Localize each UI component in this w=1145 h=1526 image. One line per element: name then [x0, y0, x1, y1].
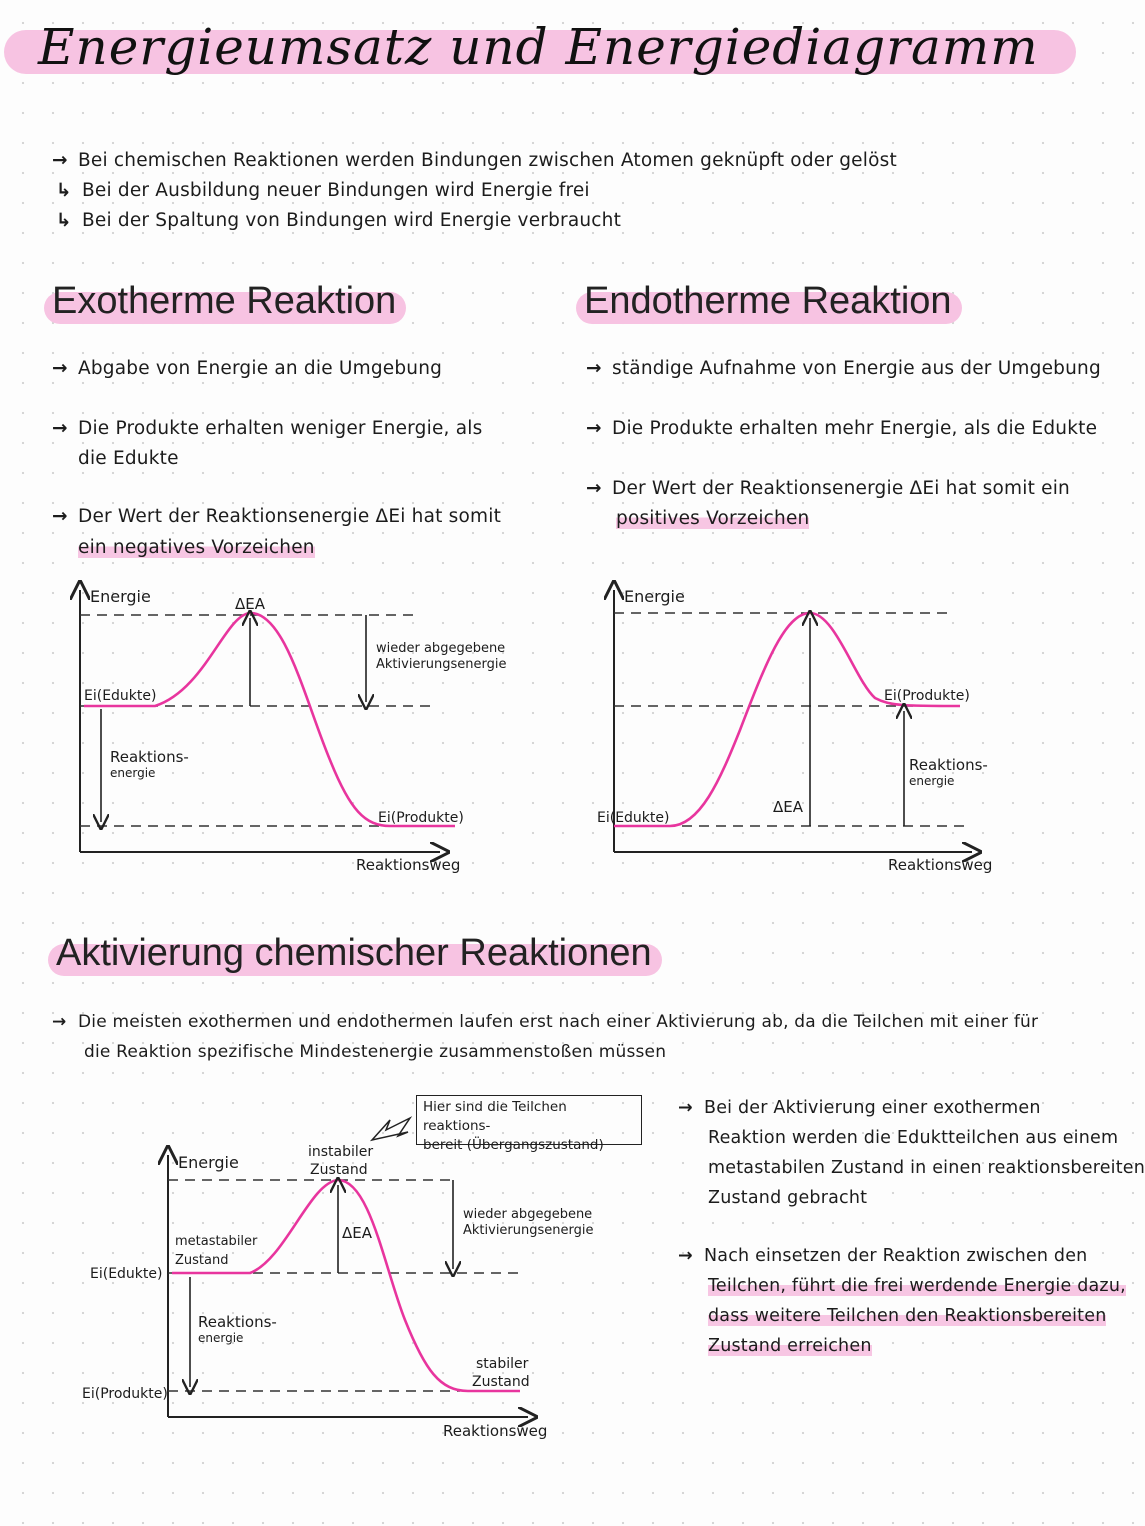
endo-energy-curve	[614, 613, 960, 826]
endo-reaction-energy-2: energie	[909, 774, 955, 788]
intro-line-1: → Bei chemischen Reaktionen werden Bindungen zwischen Atomen geknüpft oder gelöst	[52, 150, 897, 171]
act-y-label: Energie	[178, 1153, 239, 1172]
endo-point-3b: positives Vorzeichen	[616, 508, 810, 529]
act-stable-1: stabiler	[476, 1356, 529, 1372]
activation-heading: Aktivierung chemischer Reaktionen	[56, 932, 652, 975]
arrow-right-icon: →	[52, 150, 68, 171]
act-end-label: Ei(Produkte)	[82, 1386, 168, 1402]
exo-point-2: → Die Produkte erhalten weniger Energie, als	[52, 418, 483, 439]
act-unstable-2: Zustand	[310, 1162, 368, 1178]
exo-point-1: → Abgabe von Energie an die Umgebung	[52, 358, 443, 379]
arrow-right-icon: →	[586, 418, 602, 439]
endo-x-label: Reaktionsweg	[888, 856, 993, 874]
act-metastable-1: metastabiler	[175, 1234, 258, 1249]
exo-reaction-energy-2: energie	[110, 766, 156, 780]
arrow-right-icon: →	[586, 358, 602, 379]
exo-released-label-2: Aktivierungsenergie	[376, 657, 507, 672]
activation-note-2d: Zustand erreichen	[708, 1336, 872, 1356]
arrow-right-icon: →	[52, 418, 68, 439]
arrow-return-icon: ↳	[56, 210, 72, 231]
exo-y-label: Energie	[90, 587, 151, 606]
arrow-right-icon: →	[678, 1098, 693, 1118]
exo-point-3b: ein negatives Vorzeichen	[78, 537, 315, 558]
endo-heading: Endotherme Reaktion	[584, 280, 952, 323]
act-unstable-1: instabiler	[308, 1144, 374, 1160]
activation-note-2b: Teilchen, führt die frei werdende Energie dazu,	[708, 1276, 1126, 1296]
exo-activation-label: ΔEA	[235, 595, 265, 613]
exo-point-2b: die Edukte	[78, 448, 179, 469]
activation-note-1c: metastabilen Zustand in einen reaktionsbereiten	[708, 1158, 1145, 1178]
page-title: Energieumsatz und Energiediagramm	[38, 18, 1039, 76]
intro-line-3: ↳ Bei der Spaltung von Bindungen wird Energie verbraucht	[56, 210, 622, 231]
endo-point-2: → Die Produkte erhalten mehr Energie, als die Edukte	[586, 418, 1098, 439]
activation-intro-1: → Die meisten exothermen und endothermen laufen erst nach einer Aktivierung ab, da die Teilchen mit einer für	[52, 1012, 1039, 1032]
endo-reaction-energy-1: Reaktions-	[909, 756, 988, 774]
endo-start-label: Ei(Edukte)	[597, 810, 670, 826]
activation-intro-2: die Reaktion spezifische Mindestenergie zusammenstoßen müssen	[84, 1042, 667, 1062]
activation-note-1: → Bei der Aktivierung einer exothermen	[678, 1098, 1041, 1118]
arrow-right-icon: →	[52, 506, 68, 527]
exo-heading: Exotherme Reaktion	[52, 280, 396, 323]
activation-note-2: → Nach einsetzen der Reaktion zwischen den	[678, 1246, 1088, 1266]
act-reaction-energy-1: Reaktions-	[198, 1313, 277, 1331]
endo-point-1: → ständige Aufnahme von Energie aus der Umgebung	[586, 358, 1101, 379]
act-released-label-2: Aktivierungsenergie	[463, 1223, 594, 1238]
pointer-arrow-icon	[372, 1118, 410, 1140]
arrow-right-icon: →	[586, 478, 602, 499]
arrow-right-icon: →	[52, 358, 68, 379]
activation-note-1d: Zustand gebracht	[708, 1188, 868, 1208]
act-x-label: Reaktionsweg	[443, 1422, 548, 1440]
exo-point-3: → Der Wert der Reaktionsenergie ΔEi hat somit	[52, 506, 502, 527]
act-stable-2: Zustand	[472, 1374, 530, 1390]
act-metastable-2: Zustand	[175, 1253, 229, 1268]
endo-end-label: Ei(Produkte)	[884, 688, 970, 704]
act-start-label: Ei(Edukte)	[90, 1266, 163, 1282]
act-released-label-1: wieder abgegebene	[463, 1207, 593, 1222]
endo-point-3: → Der Wert der Reaktionsenergie ΔEi hat somit ein	[586, 478, 1070, 499]
activation-note-1b: Reaktion werden die Eduktteilchen aus einem	[708, 1128, 1119, 1148]
act-activation-label: ΔEA	[342, 1224, 372, 1242]
arrow-right-icon: →	[52, 1012, 67, 1032]
endo-activation-label: ΔEA	[773, 798, 803, 816]
act-reaction-energy-2: energie	[198, 1331, 244, 1345]
exo-reaction-energy-1: Reaktions-	[110, 748, 189, 766]
exo-end-label: Ei(Produkte)	[378, 810, 464, 826]
exo-start-label: Ei(Edukte)	[84, 688, 157, 704]
endo-y-label: Energie	[624, 587, 685, 606]
transition-state-box: Hier sind die Teilchen reaktions- bereit (Übergangszustand)	[416, 1095, 642, 1145]
exo-released-label-1: wieder abgegebene	[376, 641, 506, 656]
arrow-right-icon: →	[678, 1246, 693, 1266]
arrow-return-icon: ↳	[56, 180, 72, 201]
exo-x-label: Reaktionsweg	[356, 856, 461, 874]
activation-note-2c: dass weitere Teilchen den Reaktionsbereiten	[708, 1306, 1107, 1326]
intro-line-2: ↳ Bei der Ausbildung neuer Bindungen wird Energie frei	[56, 180, 590, 201]
